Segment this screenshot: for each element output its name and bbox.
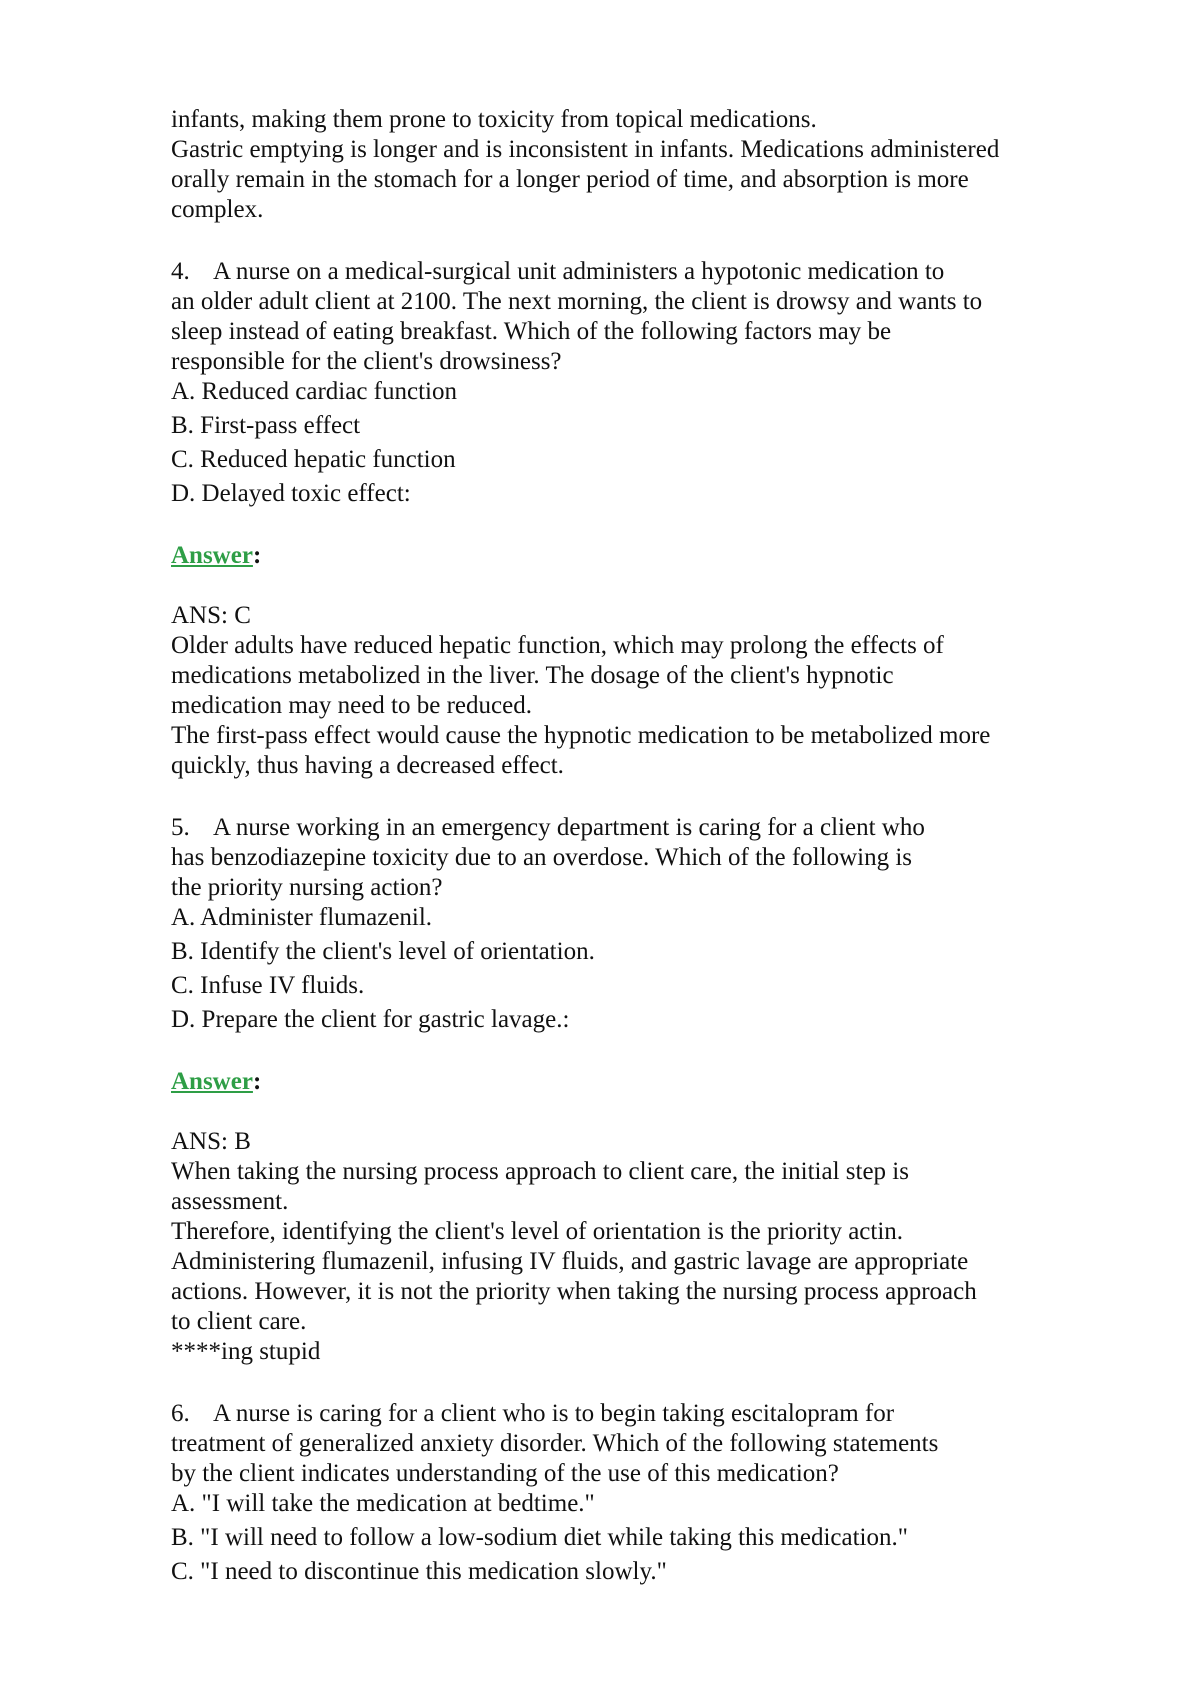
q5-rationale-line: Administering flumazenil, infusing IV fluids, and gastric lavage are appropriate xyxy=(171,1248,969,1275)
q6-stem-line: by the client indicates understanding of the use of this medication? xyxy=(171,1460,839,1487)
intro-line: infants, making them prone to toxicity from topical medications. xyxy=(171,106,817,133)
q5-rationale-line: assessment. xyxy=(171,1188,289,1215)
q5-answer-link[interactable]: Answer xyxy=(171,1068,253,1095)
q4-option-c: C. Reduced hepatic function xyxy=(171,446,456,473)
q5-rationale-line: to client care. xyxy=(171,1308,307,1335)
q4-rationale-line: medications metabolized in the liver. The dosage of the client's hypnotic xyxy=(171,662,894,689)
q4-rationale-line: Older adults have reduced hepatic function, which may prolong the effects of xyxy=(171,632,944,659)
q4-ans: ANS: C xyxy=(171,602,251,629)
q4-stem-line: an older adult client at 2100. The next morning, the client is drowsy and wants to xyxy=(171,288,983,315)
q5-stem-line: 5. A nurse working in an emergency department is caring for a client who xyxy=(171,814,925,841)
q4-option-b: B. First-pass effect xyxy=(171,412,361,439)
q4-rationale-line: medication may need to be reduced. xyxy=(171,692,532,719)
q6-stem-line: 6. A nurse is caring for a client who is to begin taking escitalopram for xyxy=(171,1400,895,1427)
q4-answer-link[interactable]: Answer xyxy=(171,542,253,569)
intro-line: Gastric emptying is longer and is inconsistent in infants. Medications administered xyxy=(171,136,1000,163)
q4-stem-line: sleep instead of eating breakfast. Which of the following factors may be xyxy=(171,318,892,345)
q4-rationale-line: The first-pass effect would cause the hypnotic medication to be metabolized more xyxy=(171,722,991,749)
q5-option-c: C. Infuse IV fluids. xyxy=(171,972,365,999)
q5-option-a: A. Administer flumazenil. xyxy=(171,904,433,931)
q4-stem-line: 4. A nurse on a medical-surgical unit administers a hypotonic medication to xyxy=(171,258,945,285)
q6-option-c: C. "I need to discontinue this medication slowly." xyxy=(171,1558,667,1585)
q5-option-b: B. Identify the client's level of orientation. xyxy=(171,938,595,965)
q5-ans: ANS: B xyxy=(171,1128,251,1155)
q5-answer-heading: Answer: xyxy=(171,1068,262,1095)
q4-option-a: A. Reduced cardiac function xyxy=(171,378,457,405)
q4-number: 4. xyxy=(171,258,190,285)
q4-option-d: D. Delayed toxic effect: xyxy=(171,480,411,507)
q5-rationale-line: actions. However, it is not the priority when taking the nursing process approach xyxy=(171,1278,977,1305)
q5-stem-line: has benzodiazepine toxicity due to an overdose. Which of the following is xyxy=(171,844,913,871)
q5-stem-line: the priority nursing action? xyxy=(171,874,443,901)
q6-option-b: B. "I will need to follow a low-sodium diet while taking this medication." xyxy=(171,1524,908,1551)
q5-rationale-line: ****ing stupid xyxy=(171,1338,321,1365)
q6-option-a: A. "I will take the medication at bedtime." xyxy=(171,1490,595,1517)
q4-stem-line: responsible for the client's drowsiness? xyxy=(171,348,562,375)
q5-number: 5. xyxy=(171,814,190,841)
q4-rationale-line: quickly, thus having a decreased effect. xyxy=(171,752,564,779)
q5-rationale-line: Therefore, identifying the client's level of orientation is the priority actin. xyxy=(171,1218,904,1245)
intro-line: complex. xyxy=(171,196,264,223)
q6-number: 6. xyxy=(171,1400,190,1427)
page-content xyxy=(171,105,1131,1587)
intro-line: orally remain in the stomach for a longer period of time, and absorption is more xyxy=(171,166,969,193)
q5-option-d: D. Prepare the client for gastric lavage.: xyxy=(171,1006,570,1033)
q4-answer-heading: Answer: xyxy=(171,542,262,569)
q6-stem-line: treatment of generalized anxiety disorder. Which of the following statements xyxy=(171,1430,939,1457)
q5-rationale-line: When taking the nursing process approach to client care, the initial step is xyxy=(171,1158,909,1185)
